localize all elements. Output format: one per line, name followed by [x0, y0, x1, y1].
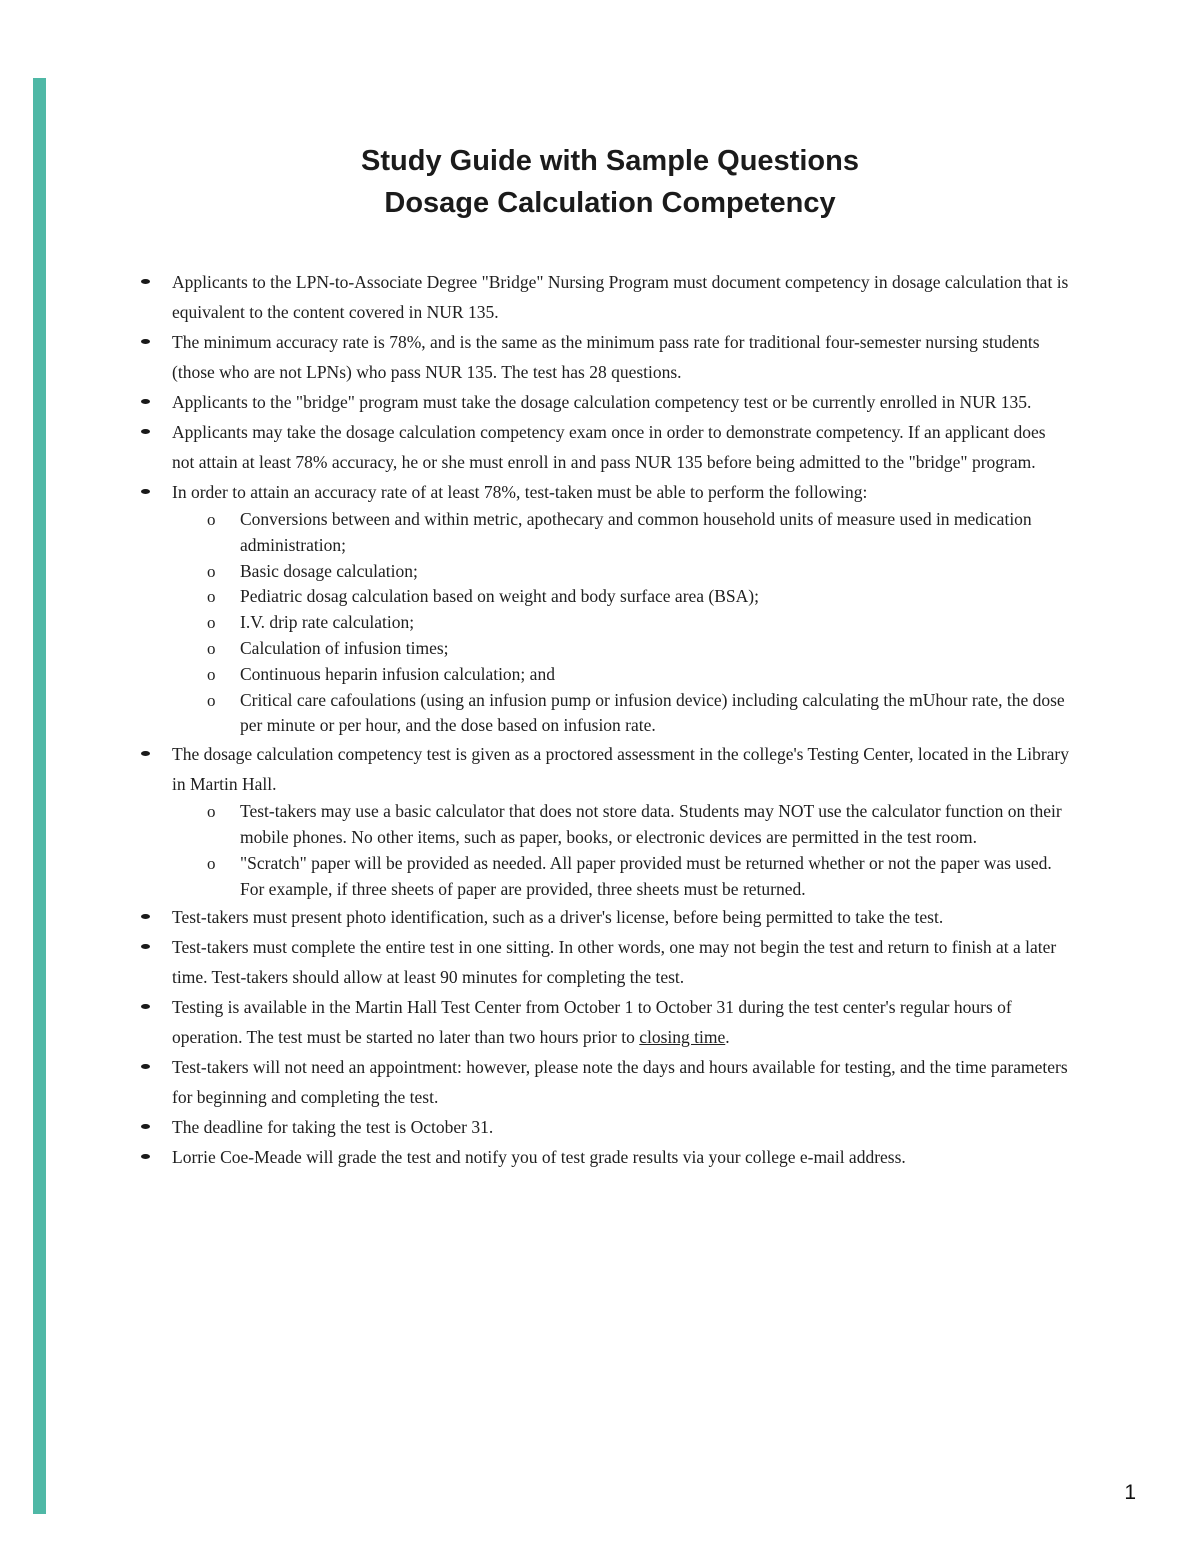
- list-item: The minimum accuracy rate is 78%, and is the same as the minimum pass rate for traditional four-semester nursing students (those who are not LPNs) who pass NUR 135. The test has 28 questions.: [172, 327, 1072, 387]
- document-body: [172, 267, 1072, 1172]
- availability-period: .: [725, 1027, 730, 1048]
- list-item: Test-takers must complete the entire test in one sitting. In other words, one may not begin the test and return to finish at a later time. Test-takers should allow at least 90 minutes for completing the test.: [172, 932, 1072, 992]
- document-title: [0, 140, 1200, 224]
- list-item-availability: [172, 992, 1072, 1052]
- accent-bar: [33, 78, 46, 1514]
- list-item: Lorrie Coe-Meade will grade the test and notify you of test grade results via your college e-mail address.: [172, 1142, 1072, 1172]
- page-number: 1: [1124, 1481, 1136, 1504]
- requirements-list: [172, 267, 1072, 1172]
- sub-list-item: o Critical care cafoulations (using an infusion pump or infusion device) including calculating the mUhour rate, the dose per minute or per hour, and the dose based on infusion rate.: [240, 688, 1072, 740]
- testing-rules-list: [172, 799, 1072, 902]
- title-line-2: Dosage Calculation Competency: [384, 187, 836, 219]
- testing-center-text: The dosage calculation competency test is given as a proctored assessment in the college's Testing Center, located in the Library in Martin Hall.: [172, 744, 1070, 795]
- sub-list-item: o Test-takers may use a basic calculator that does not store data. Students may NOT use the calculator function on their mobile phones. No other items, such as paper, books, or electronic devices are permitted in the test room.: [240, 799, 1072, 851]
- sub-list-item: o Basic dosage calculation;: [240, 559, 1072, 585]
- list-item: Test-takers must present photo identification, such as a driver's license, before being permitted to take the test.: [172, 902, 1072, 932]
- skills-intro: In order to attain an accuracy rate of at least 78%, test-taken must be able to perform the following:: [172, 482, 868, 502]
- list-item: The deadline for taking the test is October 31.: [172, 1112, 1072, 1142]
- list-item-testing-center: [172, 739, 1072, 902]
- skills-list: [172, 507, 1072, 739]
- sub-list-item: o I.V. drip rate calculation;: [240, 610, 1072, 636]
- sub-list-item: o "Scratch" paper will be provided as needed. All paper provided must be returned whether or not the paper was used. For example, if three sheets of paper are provided, three sheets must be returned.: [240, 851, 1072, 903]
- list-item: Test-takers will not need an appointment: however, please note the days and hours available for testing, and the time parameters for beginning and completing the test.: [172, 1052, 1072, 1112]
- closing-time-text: closing time: [639, 1027, 726, 1048]
- list-item: Applicants may take the dosage calculation competency exam once in order to demonstrate competency. If an applicant does not attain at least 78% accuracy, he or she must enroll in and pass NUR 135 before being admitted to the "bridge" program.: [172, 417, 1072, 477]
- list-item: Applicants to the LPN-to-Associate Degree "Bridge" Nursing Program must document competency in dosage calculation that is equivalent to the content covered in NUR 135.: [172, 267, 1072, 327]
- availability-text: Testing is available in the Martin Hall Test Center from October 1 to October 31 during the test center's regular hours of operation. The test must be started no later than two hours prior to: [172, 997, 1012, 1048]
- title-line-1: Study Guide with Sample Questions: [361, 145, 859, 177]
- list-item: Applicants to the "bridge" program must take the dosage calculation competency test or be currently enrolled in NUR 135.: [172, 387, 1072, 417]
- sub-list-item: o Pediatric dosag calculation based on weight and body surface area (BSA);: [240, 584, 1072, 610]
- sub-list-item: o Conversions between and within metric, apothecary and common household units of measure used in medication administration;: [240, 507, 1072, 559]
- sub-list-item: o Continuous heparin infusion calculation; and: [240, 662, 1072, 688]
- sub-list-item: o Calculation of infusion times;: [240, 636, 1072, 662]
- list-item-skills: [172, 477, 1072, 739]
